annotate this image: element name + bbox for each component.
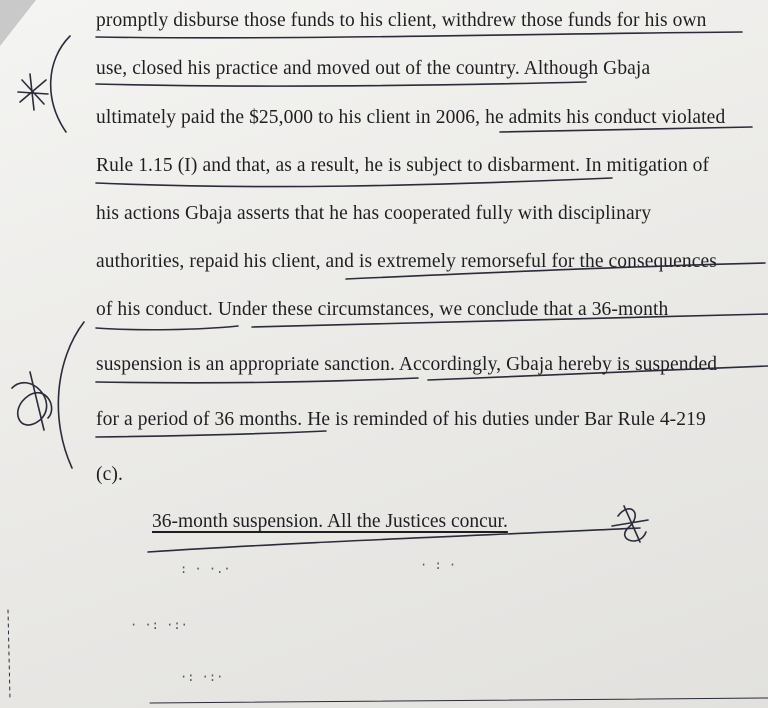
- text-line-8: suspension is an appropriate sanction. Accordingly, Gbaja hereby is suspended: [96, 354, 718, 375]
- closing-line: 36-month suspension. All the Justices concur.: [152, 511, 508, 532]
- folded-corner: [0, 0, 36, 46]
- text-line-2: use, closed his practice and moved out of the country. Although Gbaja: [96, 58, 651, 79]
- text-line-7: of his conduct. Under these circumstances, we conclude that a 36-month: [96, 299, 669, 320]
- margin-bracket-1: [51, 36, 70, 132]
- text-line-1: promptly disburse those funds to his client, withdrew those funds for his own: [96, 10, 707, 31]
- margin-star-1: [18, 74, 48, 110]
- text-line-4: Rule 1.15 (I) and that, as a result, he is subject to disbarment. In mitigation of: [96, 155, 710, 176]
- underline-mark-4: [96, 178, 612, 187]
- text-line-5: his actions Gbaja asserts that he has cooperated fully with disciplinary: [96, 203, 652, 224]
- stray-marks-2: · : ·: [420, 558, 457, 572]
- text-line-6: authorities, repaid his client, and is extremely remorseful for the consequences: [96, 251, 717, 272]
- margin-bracket-2: [58, 322, 84, 468]
- margin-star-2: [12, 372, 52, 430]
- text-line-3: ultimately paid the $25,000 to his client in 2006, he admits his conduct violated: [96, 107, 726, 128]
- underline-mark-10: [96, 431, 326, 437]
- stray-marks-1: : · ·.·: [180, 562, 231, 576]
- underline-mark-1: [96, 32, 742, 38]
- text-line-9: for a period of 36 months. He is reminded of his duties under Bar Rule 4-219: [96, 409, 706, 430]
- left-edge-dashes: [8, 610, 10, 700]
- initials-scribble: [612, 506, 648, 542]
- underline-mark-6: [96, 326, 238, 330]
- text-line-10: (c).: [96, 464, 123, 485]
- underline-mark-2: [96, 82, 586, 86]
- stray-marks-3: · ·: ·:·: [130, 618, 188, 632]
- underline-mark-8: [96, 378, 418, 383]
- stray-marks-4: ·: ·:·: [180, 670, 224, 684]
- bottom-rule: [150, 698, 768, 703]
